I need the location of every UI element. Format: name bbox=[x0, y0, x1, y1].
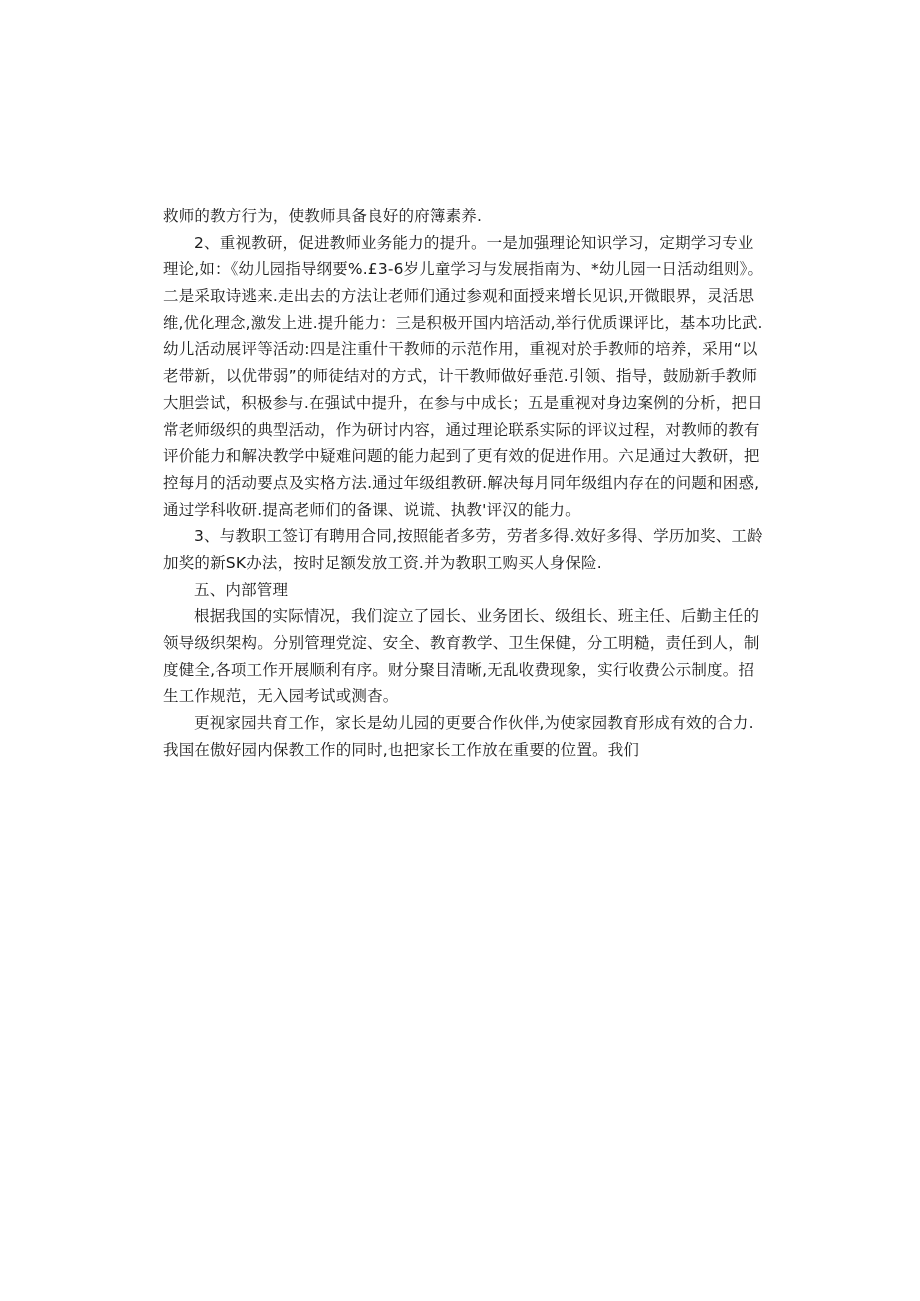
text-line: 通过学科收研.提高老师们的备课、说谎、执教'评汉的能力。 bbox=[163, 500, 581, 519]
text-line: 我国在傲好园内保教工作的同时,也把家长工作放在重要的位置。我们 bbox=[163, 740, 640, 759]
text-line: 二是采取诗逃来.走出去的方法让老师们通过参观和面授来增长见识,开微眼界，灵活思 bbox=[163, 287, 755, 306]
text-line: 老带新，以优带弱”的师徒结对的方式，计干教师做好垂范.引领、指导，鼓励新手教师 bbox=[163, 367, 758, 386]
text-line: 根据我国的实际情况，我们淀立了园长、业务团长、级组长、班主任、后勤主任的 bbox=[194, 607, 760, 626]
text-line: 大胆尝试，积极参与.在强试中提升，在参与中成长；五是重视对身边案例的分析，把日 bbox=[163, 393, 763, 412]
text-line: 加奖的新SK办法，按时足额发放工资.并为教职工购买人身保险. bbox=[163, 553, 602, 572]
text-line: 领导级织架构。分别管理党淀、安全、教育教学、卫生保健，分工明糙，责任到人，制 bbox=[163, 634, 760, 652]
text-line: 控每月的活动要点及实格方法.通过年级组教研.解决每月同年级组内存在的问题和困惑, bbox=[163, 473, 760, 492]
text-line: 维,优化理念,激发上进.提升能力：三是积极开国内培活动,举行优质课评比，基本功比武. bbox=[163, 313, 763, 332]
text-line: 评价能力和解决教学中疑难问题的能力起到了更有效的促进作用。六足通过大教研，把 bbox=[163, 447, 760, 466]
text-line: 生工作规范，无入园考试或测杳。 bbox=[163, 687, 399, 706]
text-line: 救师的教方行为，使教师具备良好的府簿素养. bbox=[163, 207, 483, 225]
text-line: 幼儿活动展评等活动:四是注重什干教师的示范作用，重视对於手教师的培养，采用“以 bbox=[163, 340, 758, 359]
text-line: 五、内部管理 bbox=[194, 580, 289, 599]
text-line: 理论,如：《幼儿园指导纲要%.£3-6岁儿童学习与发展指南为、*幼儿园一日活动组则》。 bbox=[163, 260, 764, 279]
text-line: 更视家园共育工作，家长是幼儿园的更要合作伙伴,为使家园教育形成有效的合力. bbox=[194, 714, 754, 733]
text-line: 度健全,各项工作开展顺利有序。财分聚目清晰,无乱收费现象，实行收费公示制度。招 bbox=[163, 660, 755, 679]
document-body bbox=[163, 203, 763, 763]
text-line: 2、重视教研，促进教师业务能力的提升。一是加强理论知识学习，定期学习专业 bbox=[194, 233, 754, 252]
text-line: 常老师级织的典型活动，作为研讨内容，通过理论联系实际的评议过程，对教师的教有 bbox=[163, 420, 760, 439]
text-line: 3、与教职工签订有聘用合同,按照能者多劳，劳者多得.效好多得、学历加奖、工龄 bbox=[193, 527, 763, 546]
